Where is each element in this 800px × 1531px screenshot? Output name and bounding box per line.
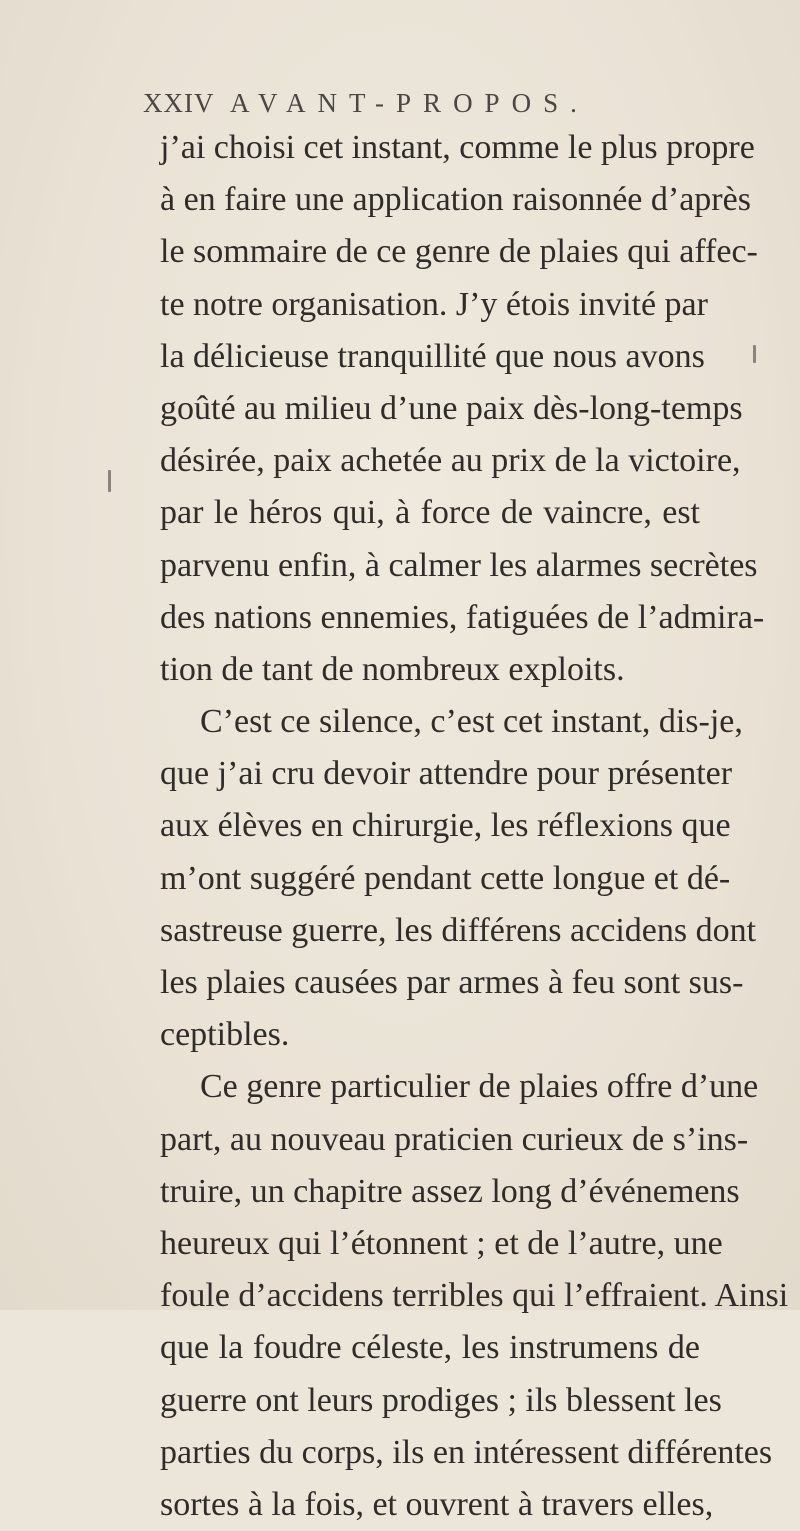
- text-line: goûté au milieu d’une paix dès-long-temps: [160, 389, 743, 427]
- body-text: [160, 122, 789, 1531]
- text-line: m’ont suggéré pendant cette longue et dé-: [160, 859, 731, 897]
- text-line: aux élèves en chirurgie, les réflexions que: [160, 807, 731, 845]
- margin-mark: [108, 470, 111, 492]
- text-line: part, au nouveau praticien curieux de s’ins-: [160, 1120, 749, 1158]
- text-line: parvenu enfin, à calmer les alarmes secrètes: [160, 546, 758, 584]
- text-line: par le héros qui, à force de vaincre, est: [160, 494, 700, 532]
- text-line: que la foudre céleste, les instrumens de: [160, 1329, 700, 1367]
- running-title: AVANT-PROPOS.: [230, 88, 589, 118]
- page-number: XXIV: [143, 88, 215, 118]
- text-line: tion de tant de nombreux exploits.: [160, 650, 625, 688]
- margin-mark: [753, 345, 756, 363]
- text-line: le sommaire de ce genre de plaies qui affec-: [160, 233, 758, 271]
- text-line: Ce genre particulier de plaies offre d’une: [200, 1068, 759, 1106]
- text-line: des nations ennemies, fatiguées de l’admira-: [160, 598, 765, 636]
- text-line: à en faire une application raisonnée d’après: [160, 181, 751, 219]
- text-line: truire, un chapitre assez long d’événemens: [160, 1172, 740, 1210]
- text-line: sortes à la fois, et ouvrent à travers elles,: [160, 1485, 714, 1523]
- text-line: désirée, paix achetée au prix de la victoire,: [160, 442, 741, 480]
- text-line: guerre ont leurs prodiges ; ils blessent les: [160, 1381, 722, 1419]
- text-line: j’ai choisi cet instant, comme le plus propre: [160, 129, 755, 166]
- text-line: les plaies causées par armes à feu sont sus-: [160, 964, 744, 1001]
- text-line: heureux qui l’étonnent ; et de l’autre, une: [160, 1224, 723, 1262]
- text-line: foule d’accidens terribles qui l’effraient. Ainsi: [160, 1277, 789, 1315]
- text-line: la délicieuse tranquillité que nous avons: [160, 337, 705, 375]
- text-line: C’est ce silence, c’est cet instant, dis-je,: [200, 703, 743, 741]
- text-line: parties du corps, ils en intéressent différentes: [160, 1433, 773, 1471]
- text-line: te notre organisation. J’y étois invité par: [160, 285, 708, 323]
- text-line: sastreuse guerre, les différens accidens dont: [160, 911, 757, 949]
- text-line: ceptibles.: [160, 1016, 290, 1054]
- text-line: que j’ai cru devoir attendre pour présenter: [160, 755, 733, 793]
